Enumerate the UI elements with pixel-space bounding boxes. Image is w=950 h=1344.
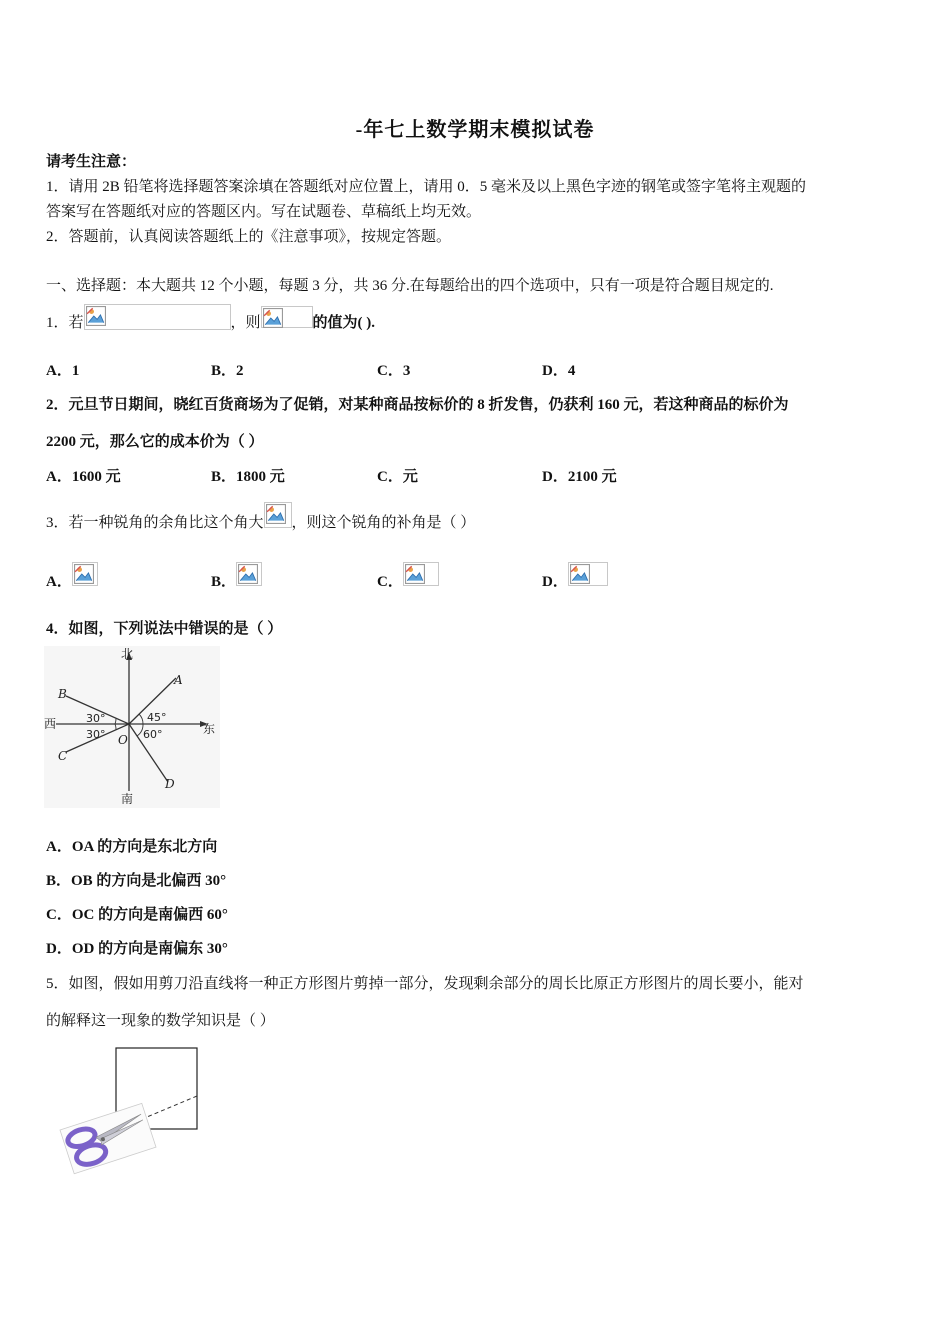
- q1-option-c[interactable]: C．3: [377, 363, 411, 379]
- notice-heading: 请考生注意：: [46, 154, 137, 170]
- label-west: 西: [44, 717, 57, 731]
- label-south: 南: [121, 792, 134, 806]
- scissors-icon: [60, 1103, 156, 1173]
- page-title: -年七上数学期末模拟试卷: [355, 119, 595, 141]
- broken-image-icon: [84, 304, 231, 330]
- question-1: [46, 313, 375, 333]
- broken-image-icon: [236, 562, 262, 586]
- q3-option-c-label: C．: [377, 574, 403, 590]
- notice-item-1: 1．请用 2B 铅笔将选择题答案涂填在答题纸对应位置上，请用 0．5 毫米及以上黑色字迹的钢笔或签字笔将主观题的: [46, 179, 807, 195]
- q1-suffix: 的值为( ).: [312, 315, 376, 331]
- question-4: 4．如图，下列说法中错误的是（ ）: [46, 621, 283, 637]
- label-angle-b: 30°: [86, 712, 106, 725]
- q3-option-c[interactable]: [377, 572, 439, 592]
- label-angle-c: 30°: [86, 728, 106, 741]
- compass-direction-figure: [44, 646, 220, 808]
- q4-option-b[interactable]: B．OB 的方向是北偏西 30°: [46, 873, 227, 889]
- q3-option-a[interactable]: [46, 572, 98, 592]
- figure-background: [44, 646, 220, 808]
- q1-middle: ，则: [230, 315, 261, 331]
- q2-option-d[interactable]: D．2100 元: [542, 469, 617, 485]
- q2-option-b[interactable]: B．1800 元: [211, 469, 285, 485]
- question-3: [46, 513, 475, 533]
- q2-option-c[interactable]: C．元: [377, 469, 418, 485]
- q3-option-b-label: B．: [211, 574, 237, 590]
- question-5-line1: 5．如图，假如用剪刀沿直线将一种正方形图片剪掉一部分，发现剩余部分的周长比原正方形图片的周长要小，能对: [46, 976, 804, 992]
- broken-image-icon: [264, 502, 292, 528]
- section-heading: 一、选择题：本大题共 12 个小题，每题 3 分，共 36 分.在每题给出的四个选项中，只有一项是符合题目规定的.: [46, 278, 774, 294]
- square-cut-figure: [56, 1044, 206, 1192]
- label-origin: O: [118, 733, 128, 747]
- label-north: 北: [121, 647, 134, 661]
- question-2-line2: 2200 元，那么它的成本价为（ ）: [46, 434, 264, 450]
- q1-option-b[interactable]: B．2: [211, 363, 244, 379]
- label-east: 东: [203, 722, 216, 736]
- label-point-b: B: [58, 687, 67, 701]
- broken-image-icon: [403, 562, 439, 586]
- q1-prefix: 1．若: [46, 315, 84, 331]
- label-point-d: D: [165, 777, 175, 791]
- broken-image-icon: [72, 562, 98, 586]
- broken-image-icon: [261, 306, 313, 328]
- q3-option-a-label: A．: [46, 574, 72, 590]
- q3-suffix: ，则这个锐角的补角是（ ）: [291, 515, 476, 531]
- broken-image-icon: [568, 562, 608, 586]
- q4-option-a[interactable]: A．OA 的方向是东北方向: [46, 839, 218, 855]
- q1-option-d[interactable]: D．4: [542, 363, 576, 379]
- q4-option-c[interactable]: C．OC 的方向是南偏西 60°: [46, 907, 228, 923]
- q2-option-a[interactable]: A．1600 元: [46, 469, 121, 485]
- q3-option-d-label: D．: [542, 574, 568, 590]
- notice-item-1-cont: 答案写在答题纸对应的答题区内。写在试题卷、草稿纸上均无效。: [46, 204, 482, 220]
- question-2-line1: 2．元旦节日期间，晓红百货商场为了促销，对某种商品按标价的 8 折发售，仍获利 160 元，若这种商品的标价为: [46, 397, 789, 413]
- q1-option-a[interactable]: A．1: [46, 363, 80, 379]
- label-point-c: C: [58, 749, 68, 763]
- q3-prefix: 3．若一种锐角的余角比这个角大: [46, 515, 264, 531]
- notice-item-2: 2．答题前，认真阅读答题纸上的《注意事项》，按规定答题。: [46, 229, 452, 245]
- label-angle-d: 60°: [143, 728, 163, 741]
- q4-option-d[interactable]: D．OD 的方向是南偏东 30°: [46, 941, 228, 957]
- question-5-line2: 的解释这一现象的数学知识是（ ）: [46, 1013, 275, 1029]
- label-angle-a: 45°: [147, 711, 167, 724]
- q3-option-b[interactable]: [211, 572, 262, 592]
- q3-option-d[interactable]: [542, 572, 608, 592]
- label-point-a: A: [174, 673, 183, 687]
